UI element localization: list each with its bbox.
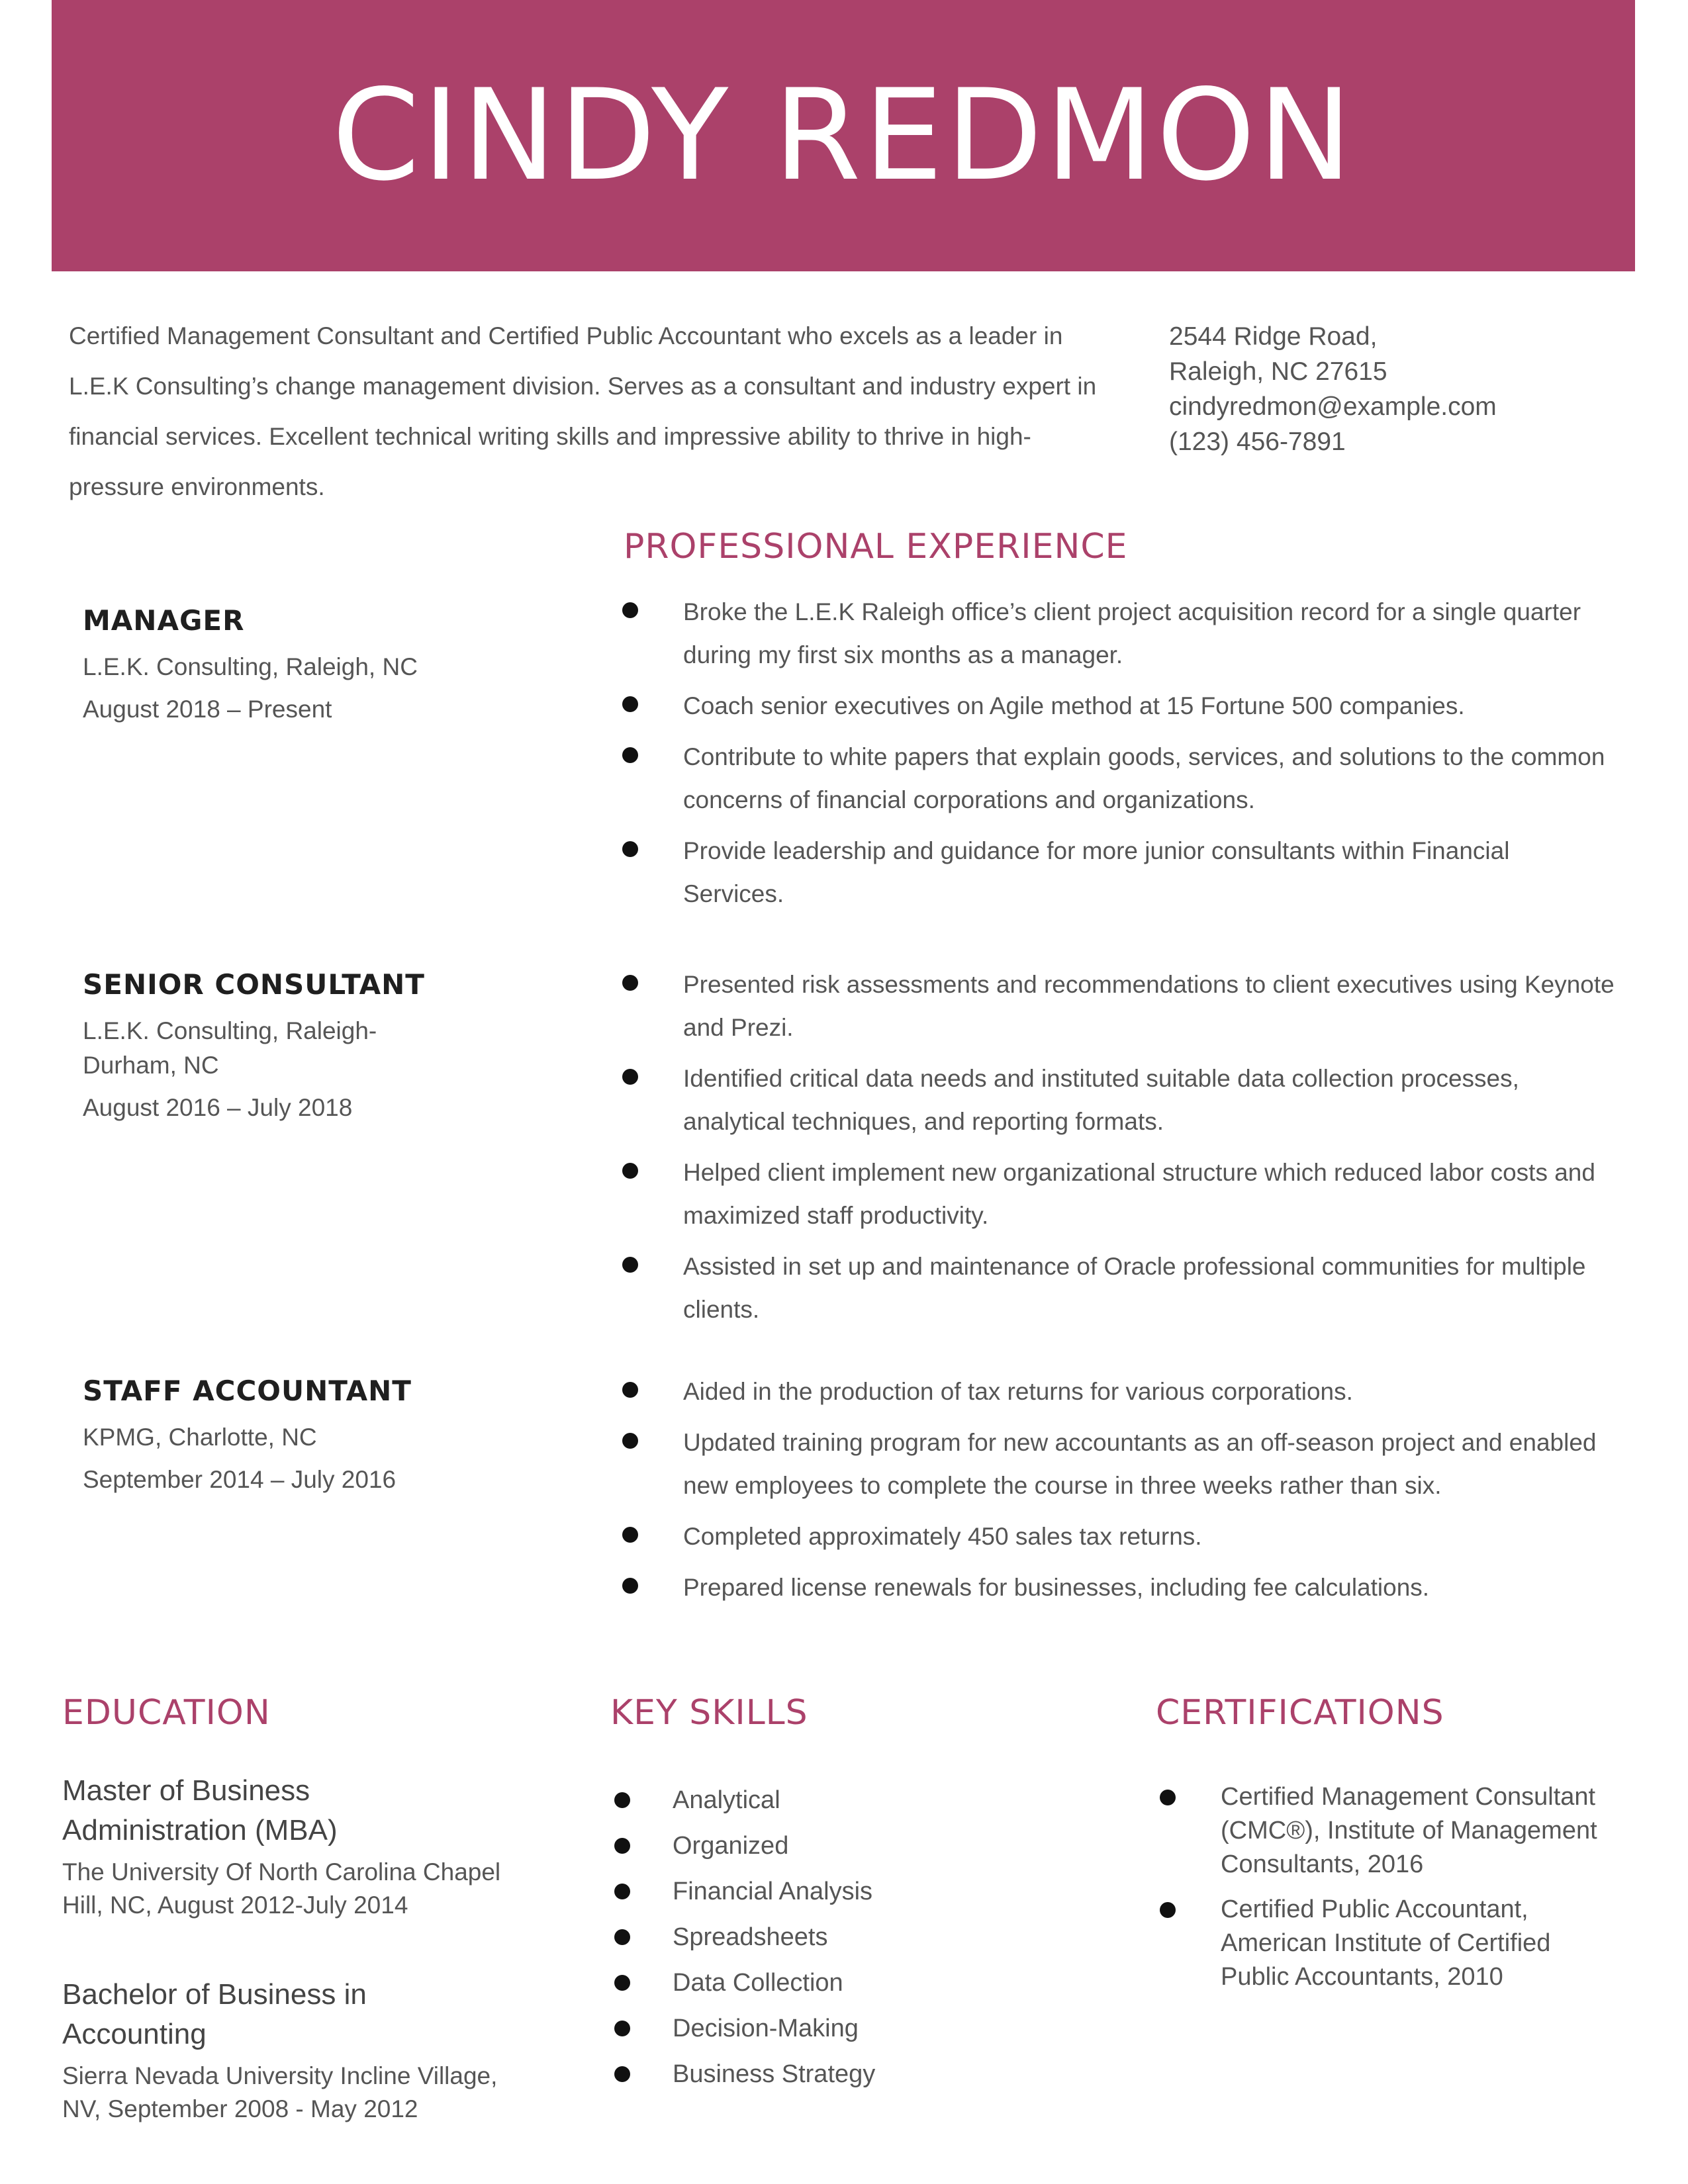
bullet-dot-icon	[622, 1382, 638, 1398]
bullet-dot-icon	[622, 841, 638, 857]
bullet-dot-icon	[614, 1929, 630, 1945]
address-line-1: 2544 Ridge Road,	[1169, 322, 1378, 351]
list-item: Certified Management Consultant (CMC®), Institute of Management Consultants, 2016	[1160, 1780, 1623, 1882]
list-item: Coach senior executives on Agile method at 15 Fortune 500 companies.	[622, 684, 1615, 727]
candidate-name: CINDY REDMON	[332, 62, 1355, 208]
skills-list	[614, 1778, 1078, 2097]
school-name: Sierra Nevada University Incline Village, NV, September 2008 - May 2012	[62, 2062, 498, 2122]
education-item	[62, 1975, 539, 2126]
list-item: Organized	[614, 1823, 1078, 1869]
job-info-staff-accountant	[83, 1375, 559, 1497]
bullet-dot-icon	[622, 1433, 638, 1449]
list-item: Provide leadership and guidance for more junior consultants within Financial Services.	[622, 829, 1615, 915]
skills-heading: KEY SKILLS	[610, 1693, 808, 1733]
bullet-dot-icon	[614, 1975, 630, 1991]
list-item: Analytical	[614, 1778, 1078, 1823]
list-item: Broke the L.E.K Raleigh office’s client project acquisition record for a single quarter during my first six months as a manager.	[622, 590, 1615, 676]
job-company: KPMG, Charlotte, NC	[83, 1424, 317, 1451]
email-address: cindyredmon@example.com	[1169, 392, 1497, 421]
job-title: STAFF ACCOUNTANT	[83, 1375, 412, 1407]
certifications-heading: CERTIFICATIONS	[1156, 1693, 1444, 1733]
bullet-dot-icon	[622, 602, 638, 618]
bullet-dot-icon	[622, 747, 638, 763]
job-title: MANAGER	[83, 604, 245, 637]
education-heading: EDUCATION	[62, 1693, 271, 1733]
job-info-senior-consultant	[83, 968, 559, 1125]
job-company: L.E.K. Consulting, Raleigh-Durham, NC	[83, 1017, 377, 1079]
list-item: Identified critical data needs and instituted suitable data collection processes, analytical techniques, and reporting formats.	[622, 1057, 1615, 1143]
job-bullets-senior-consultant	[622, 963, 1615, 1339]
list-item: Data Collection	[614, 1960, 1078, 2006]
list-item: Aided in the production of tax returns for various corporations.	[622, 1370, 1615, 1413]
education-item	[62, 1771, 539, 1922]
certifications-list	[1160, 1780, 1623, 2005]
list-item: Financial Analysis	[614, 1869, 1078, 1915]
job-dates: August 2016 – July 2018	[83, 1094, 353, 1121]
degree-name: Master of Business Administration (MBA)	[62, 1774, 338, 1846]
job-bullets-staff-accountant	[622, 1370, 1615, 1617]
job-dates: September 2014 – July 2016	[83, 1466, 397, 1493]
list-item: Spreadsheets	[614, 1915, 1078, 1960]
list-item: Completed approximately 450 sales tax returns.	[622, 1515, 1615, 1558]
list-item: Contribute to white papers that explain goods, services, and solutions to the common concerns of financial corporations and organizations.	[622, 735, 1615, 821]
summary-text: Certified Management Consultant and Certified Public Accountant who excels as a leader in L.E.K Consulting’s change management division. Serves as a consultant and industry expert in financial services. Excellent technical writing skills and impressive ability to thrive in high-pressure environments.	[69, 322, 1097, 500]
bullet-dot-icon	[614, 1884, 630, 1899]
contact-block	[1169, 319, 1632, 459]
job-company: L.E.K. Consulting, Raleigh, NC	[83, 653, 418, 680]
phone-number: (123) 456-7891	[1169, 428, 1346, 456]
bullet-dot-icon	[614, 2021, 630, 2036]
experience-heading: PROFESSIONAL EXPERIENCE	[624, 527, 1128, 567]
name-banner	[52, 0, 1635, 271]
bullet-dot-icon	[614, 1838, 630, 1854]
bullet-dot-icon	[622, 975, 638, 991]
list-item: Presented risk assessments and recommendations to client executives using Keynote and Prezi.	[622, 963, 1615, 1049]
list-item: Prepared license renewals for businesses, including fee calculations.	[622, 1566, 1615, 1609]
job-bullets-manager	[622, 590, 1615, 923]
address-line-2: Raleigh, NC 27615	[1169, 357, 1387, 386]
job-info-manager	[83, 604, 559, 727]
bullet-dot-icon	[622, 1163, 638, 1179]
job-title: SENIOR CONSULTANT	[83, 968, 425, 1001]
bullet-dot-icon	[622, 1578, 638, 1594]
list-item: Business Strategy	[614, 2052, 1078, 2097]
bullet-dot-icon	[622, 1527, 638, 1543]
list-item: Helped client implement new organizational structure which reduced labor costs and maximized staff productivity.	[622, 1151, 1615, 1237]
bullet-dot-icon	[622, 696, 638, 712]
list-item: Certified Public Accountant, American Institute of Certified Public Accountants, 2010	[1160, 1893, 1623, 1994]
bullet-dot-icon	[1160, 1790, 1176, 1805]
list-item: Assisted in set up and maintenance of Oracle professional communities for multiple clients.	[622, 1245, 1615, 1331]
school-name: The University Of North Carolina Chapel Hill, NC, August 2012-July 2014	[62, 1858, 501, 1919]
list-item: Decision-Making	[614, 2006, 1078, 2052]
degree-name: Bachelor of Business in Accounting	[62, 1978, 367, 2050]
bullet-dot-icon	[622, 1257, 638, 1273]
bullet-dot-icon	[614, 2066, 630, 2082]
job-dates: August 2018 – Present	[83, 696, 332, 723]
bullet-dot-icon	[622, 1069, 638, 1085]
list-item: Updated training program for new accountants as an off-season project and enabled new employees to complete the course in three weeks rather than six.	[622, 1421, 1615, 1507]
bullet-dot-icon	[1160, 1902, 1176, 1918]
bullet-dot-icon	[614, 1792, 630, 1808]
